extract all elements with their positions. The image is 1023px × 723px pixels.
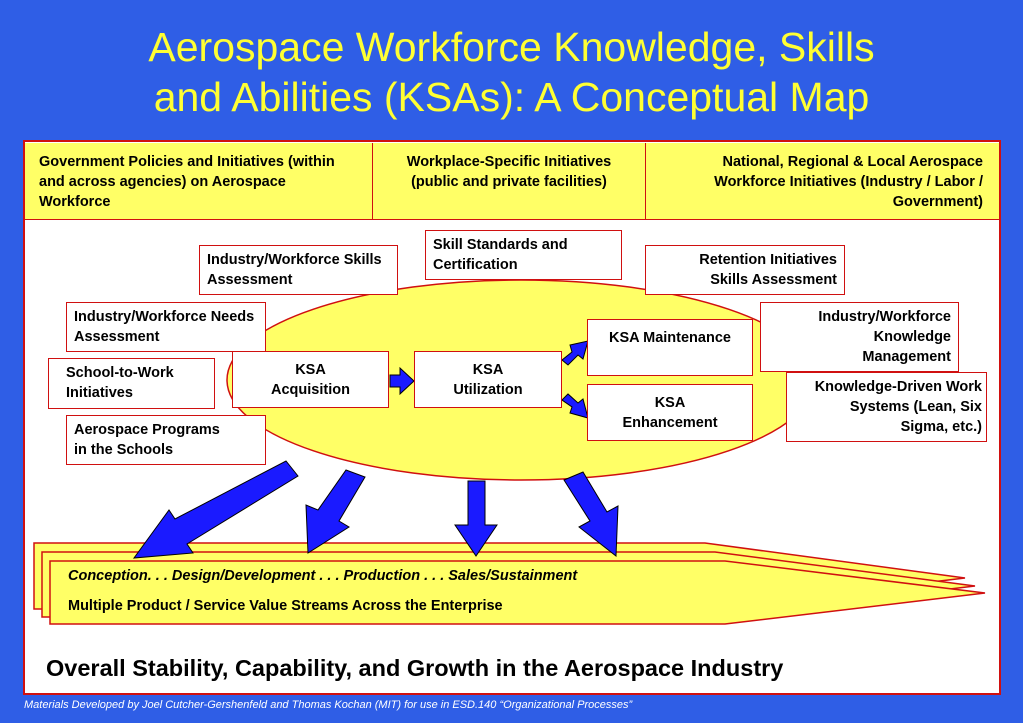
skill-standards-text: Skill Standards and Certification (433, 237, 568, 273)
ksa-acquisition-box (232, 351, 389, 408)
ksa-enhancement-box (587, 384, 753, 441)
value-stream-phases: Conception. . . Design/Development . . . Production . . . Sales/Sustainment (68, 568, 578, 584)
box-knowledge-driven (786, 372, 987, 442)
ksa-maintenance-box (587, 319, 753, 376)
header-right-text: National, Regional & Local Aerospace Workforce Initiatives (Industry / Labor / Government) (714, 154, 983, 210)
knowledge-driven-text: Knowledge-Driven Work Systems (Lean, Six Sigma, etc.) (814, 379, 982, 435)
title-line-1: Aerospace Workforce Knowledge, Skills (148, 24, 875, 70)
needs-assessment-text: Industry/Workforce Needs Assessment (74, 309, 255, 345)
box-needs-assessment (66, 302, 266, 352)
ksa-enhancement-text: KSA Enhancement (622, 395, 718, 431)
box-skills-assessment (199, 245, 398, 295)
credit-line: Materials Developed by Joel Cutcher-Gershenfeld and Thomas Kochan (MIT) for use in ESD.140 “Organizational Processes” (24, 699, 633, 711)
ksa-maintenance-text: KSA Maintenance (609, 330, 731, 346)
ksa-utilization-box (414, 351, 562, 408)
retention-text: Retention Initiatives Skills Assessment (699, 252, 837, 288)
box-aerospace-programs (66, 415, 266, 465)
skills-assessment-text: Industry/Workforce Skills Assessment (207, 252, 382, 288)
header-middle-text: Workplace-Specific Initiatives (public and private facilities) (406, 154, 612, 190)
aerospace-programs-text: Aerospace Programs in the Schools (74, 422, 220, 458)
title-line-2: and Abilities (KSAs): A Conceptual Map (153, 74, 870, 120)
header-left-text: Government Policies and Initiatives (within and across agencies) on Aerospace Workforce (39, 154, 335, 210)
school-to-work-text: School-to-Work Initiatives (66, 365, 174, 401)
bottom-title: Overall Stability, Capability, and Growth in the Aerospace Industry (46, 655, 784, 681)
box-skill-standards (425, 230, 622, 280)
ksa-acquisition-text: KSA Acquisition (271, 362, 350, 398)
value-stream-description: Multiple Product / Service Value Streams Across the Enterprise (68, 598, 503, 614)
box-retention-initiatives (645, 245, 845, 295)
box-school-to-work (48, 358, 215, 409)
box-knowledge-management (760, 302, 959, 372)
arrow-down-center-left (306, 470, 365, 553)
knowledge-management-text: Industry/Workforce Knowledge Management (818, 309, 951, 365)
ksa-utilization-text: KSA Utilization (453, 362, 523, 398)
